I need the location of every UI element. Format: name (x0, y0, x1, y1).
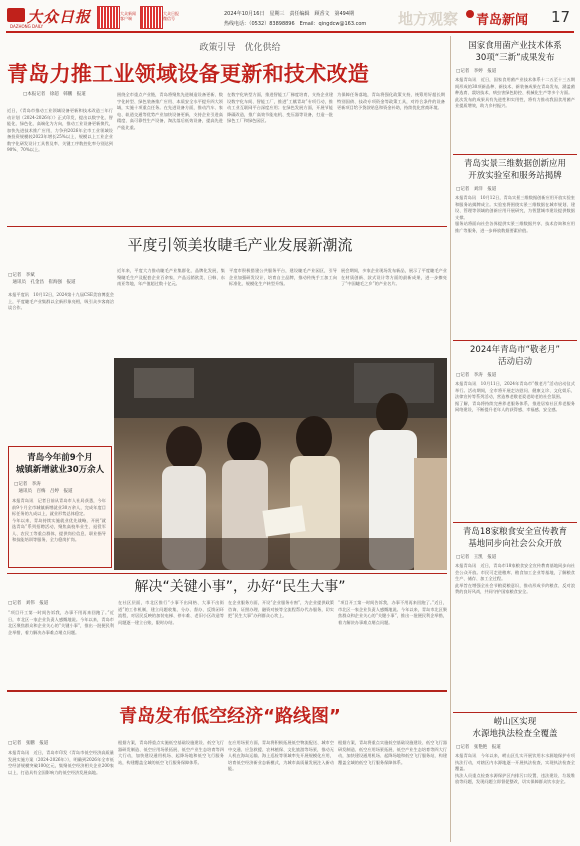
paragraph: 在应用场景方面，青岛将积极拓展低空物流配送、城市空中交通、应急救援、农林植保、文化旅游等场景，推动无人机在海岛运输、海上巡检等领域率先开展规模化应用，培育低空经济新业态新模式，为城市高质量发展注入新动能。 (228, 740, 334, 771)
article5-body (338, 740, 447, 842)
article5-byline: □记者 张鹏 报道 (8, 741, 49, 746)
paragraph: 根据方案，青岛将重点实施低空基础设施建设、低空飞行器研发制造、低空应用场景拓展、低空产业生态培育等四大行动，加快建设通用机场、起降场地和低空飞行服务站，构建覆盖全域的低空飞行服务保障体系。 (338, 740, 447, 765)
right4-headline: 青岛18家粮食安全宣传教育 基地同步向社会公众开放 (462, 527, 568, 549)
paragraph: 服务站将面向社会各界提供实景三维数据共享、技术咨询和应用推广等服务，进一步释放数据要素价值。 (455, 221, 575, 233)
masthead-rule (6, 31, 574, 33)
right3-byline: □记者 李涛 报道 (456, 373, 497, 378)
article4-body (228, 600, 334, 680)
qr-code-icon (140, 6, 163, 29)
article3-body (12, 498, 106, 562)
article5-body (8, 750, 114, 842)
right5-body (455, 753, 575, 842)
news-photo (114, 358, 447, 570)
paragraph: 在企业服务方面，开设“企业服务专窗”，为企业提供政策咨询、证照办理、融资对接等全流程帮办代办服务，切实把“民生大事”办到群众心坎上。 (228, 600, 334, 618)
divider (7, 226, 447, 227)
logo-icon (7, 8, 25, 22)
paragraph: 为保障任务落地，青岛将强化政策支持，统筹用好超长期特别国债、技改专项资金等政策工具，对符合条件的设备更新项目给予贷款贴息和资金补助，持续优化营商环境。 (337, 92, 445, 110)
paragraph: “项目开工第一时间告诉我，办事不用再来回跑了。”近日，市北区一家企业负责人感慨地说。今年以来，青岛市北区聚焦群众和企业关心的“关键小事”，推出一批便民利企举措，着力解决办事难点堵点问题。 (8, 610, 114, 635)
article4-headline: 解决“关键小事”，办好“民生大事” (134, 579, 346, 595)
article1-byline: □本报记者 徐超 韩鹏 报道 (23, 92, 86, 97)
article1-headline: 青岛力推工业领域设备更新和技术改造 (7, 62, 370, 86)
paragraph: 近日，《青岛市推动工业领域设备更新和技术改造三年行动计划（2024-2026年）》正式印发，提出以数字化、智能化、绿色化、高端化为方向，推动工业设备更新换代，加快先进技术推广应用，力争到2026年全市工业领域设备投资规模较2023年增长25%以上，规模以上工业企业数字化研发设计工具普及率、关键工序数控化率分别达到90%、70%以上。 (7, 108, 113, 152)
paragraph: 围绕全市重点产业链，青岛将聚焦先进制造设备更新、数字化转型、绿色装备推广应用、本质安全水平提升四大领域，实施十项重点任务。在先进设备方面，推动汽车、家电、轨道交通等优势产业加快设备更新，支持企业引进高精度、高可靠性生产设备，淘汰落后低效设备，提高先进产能比重。 (117, 92, 223, 130)
right1-byline: □记者 李婷 报道 (456, 69, 497, 74)
article5-body (228, 740, 334, 842)
paragraph: 此举旨在增强全社会节粮爱粮意识，推动形成节约粮食、反对浪费的良好风尚，共同守护国家粮食安全。 (455, 582, 575, 594)
paragraph: 近年来，平度大力推动睫毛产业集群化、品牌化发展，集聚睫毛生产及配套企业百余家，产品远销欧美、日韩、东南亚等地，年产值超过数十亿元。 (117, 268, 225, 286)
date-line: 2024年10月16日 星期三 责任编辑 顾香文 第494期 (224, 11, 354, 17)
paragraph: 今年以来，青岛持续实施就业优先战略，开展“就选青岛”系列招聘活动，聚焦高校毕业生、退役军人、农民工等重点群体，提供岗位信息、职业指导和技能培训等服务，全力稳岗扩岗。 (12, 517, 106, 542)
divider (7, 573, 447, 574)
right2-byline: □记者 刘洋 报道 (456, 187, 497, 192)
article3-headline: 青岛今年前9个月 城镇新增就业30万余人 (15, 453, 105, 475)
divider (453, 712, 577, 713)
article2-body (341, 268, 447, 358)
right2-headline: 青岛实景三维数据创新应用 开放实验室和服务站揭牌 (463, 159, 566, 181)
paragraph: 本报青岛讯 记者日前从青岛市人社局获悉，今年前9个月全市城镇新增就业30万余人，完成年度目标任务的九成以上，就业形势总体稳定。 (12, 498, 106, 516)
right5-byline: □记者 张艳艳 报道 (456, 745, 501, 750)
article1-body (7, 108, 113, 248)
right2-body (455, 195, 575, 335)
article1-kicker: 政策引导 优化供给 (199, 43, 281, 53)
article2-headline: 平度引领美妆睫毛产业发展新潮流 (127, 236, 353, 254)
right3-body (455, 381, 575, 521)
section-icon (466, 10, 474, 18)
paragraph: 本报青岛讯 10月11日，2024年青岛市“敬老月”活动启动仪式举行。活动期间，全市将开展走访慰问、健康义诊、文化娱乐、法律宣传等系列活动，营造尊老敬老爱老助老的社会氛围。 (455, 381, 575, 399)
paragraph: 展会期间，多家企业现场发布新品，展示了平度睫毛产业在材质创新、款式设计等方面的最新成果，进一步擦亮了“中国睫毛之乡”的产业名片。 (341, 268, 447, 286)
paragraph: 在数字化转型方面，推进智能工厂梯度培育，支持企业建设数字化车间、智能工厂，推进“工赋青岛”专项行动，推动工业互联网平台深度应用；在绿色发展方面，开展节能降碳改造，推广高效节能电机、变压器等设备，打造一批绿色工厂和绿色园区。 (227, 92, 333, 123)
qr-code-icon (97, 6, 120, 29)
qr1-label: 大众新闻客户端 (120, 11, 136, 21)
paragraph: 据了解，青岛将持续完善养老服务体系，推进居家社区养老服务网络建设，不断提升老年人的获得感、幸福感、安全感。 (455, 400, 575, 412)
column-divider (450, 36, 451, 842)
article2-body (229, 268, 337, 358)
newspaper-logo-sub: DAZHONG DAILY (10, 24, 44, 29)
contact-line: 热线电话：（0532）83898896 Email：qingdcw@163.com (224, 21, 367, 27)
article3-byline: □记者 李涛 通讯员 百梅 吕婷 报道 (14, 482, 73, 494)
article4-body (338, 600, 447, 680)
masthead (0, 0, 580, 34)
section-title: 青岛新闻 (476, 13, 529, 28)
paragraph: 本报平度讯 10月12日，2024第十九届CSE美容博览会上，平度睫毛产业集群以全新形象亮相，吸引众多客商洽谈合作。 (8, 292, 114, 310)
paragraph: 平度市积极搭建公共服务平台，建设睫毛产业园区，引导企业加强研发设计，培育自主品牌，推动传统手工加工向标准化、规模化生产转型升级。 (229, 268, 337, 286)
qr2-label: 大众日报微信号 (163, 11, 179, 21)
divider (453, 340, 577, 341)
article2-body (8, 292, 114, 357)
page-number: 17 (551, 8, 571, 26)
right4-body (455, 563, 575, 703)
divider (453, 522, 577, 523)
divider (7, 690, 447, 692)
article5-body (118, 740, 224, 842)
paragraph: 本报青岛讯 近日，国家食用菌产业技术体系十二五至十三五期间形成的30项新品种、新技术、新装备成果在青岛发布，涵盖菌种选育、栽培技术、病虫害绿色防控、机械化生产等多个方面。 (455, 77, 575, 95)
right3-headline: 2024年青岛市“敬老月” 活动启动 (470, 345, 560, 367)
right1-body (455, 77, 575, 153)
article4-body (118, 600, 224, 680)
paragraph: 在社区层面，市北区推行“小事不出网格、大事不出街道”的工作机制，建立问题收集、分办、督办、反馈闭环流程，对居民反映的加装电梯、停车难、老旧小区改造等问题逐一建立台账，限时办结。 (118, 600, 224, 625)
paragraph: 本报青岛讯 近日，青岛市印发《青岛市低空经济高质量发展实施方案（2024-2026年）》，明确到2026年全市低空经济规模突破100亿元，集聚低空经济相关企业200家以上，打造具有全国影响力的低空经济发展高地。 (8, 750, 114, 775)
right5-headline: 崂山区实现 水源地执法检查全覆盖 (472, 717, 558, 739)
right1-headline: 国家食用菌产业技术体系 30项“三新”成果发布 (468, 41, 562, 63)
article4-body (8, 610, 114, 680)
photo-illustration (114, 358, 447, 570)
article1-body (337, 92, 445, 217)
paragraph: 根据方案，青岛将重点实施低空基础设施建设、低空飞行器研发制造、低空应用场景拓展、低空产业生态培育等四大行动，加快建设通用机场、起降场地和低空飞行服务站，构建覆盖全域的低空飞行服务保障体系。 (118, 740, 224, 765)
article2-byline: □记者 李斌 通讯员 孔金昌 崔海强 报道 (8, 273, 76, 285)
section-ghost: 地方观察 (398, 10, 459, 28)
right4-byline: □记者 王凯 报道 (456, 555, 497, 560)
article1-body (117, 92, 223, 217)
paragraph: 此次发布的成果具有先进性和实用性，将有力推动我国食用菌产业提质增效，助力乡村振兴。 (455, 96, 575, 108)
paragraph: 本报青岛讯 10月12日，青岛实景三维数据创新应用开放实验室和服务站揭牌成立。实验室将围绕实景三维数据在城市规划、建设、管理等领域的创新应用开展研究，为智慧城市建设提供数据支撑。 (455, 195, 575, 220)
newspaper-logo: 大众日报 (27, 8, 92, 26)
paragraph: “项目开工第一时间告诉我，办事不用再来回跑了。”近日，市北区一家企业负责人感慨地说。今年以来，青岛市北区聚焦群众和企业关心的“关键小事”，推出一批便民利企举措，着力解决办事难点堵点问题。 (338, 600, 447, 625)
article5-headline: 青岛发布低空经济“路线图” (119, 706, 341, 727)
article2-body (117, 268, 225, 358)
paragraph: 本报青岛讯 近日，青岛市18家粮食安全宣传教育基地同步向社会公众开放。市民可走进粮库、粮食加工企业等基地，了解粮食生产、储存、加工全过程。 (455, 563, 575, 581)
article4-byline: □记者 刘伟 报道 (8, 601, 49, 606)
divider (453, 154, 577, 155)
paragraph: 本报青岛讯 今年以来，崂山区扎实开展饮用水水源地保护专项执法行动，对辖区内水源地逐一开展执法检查，实现执法检查全覆盖。 (455, 753, 575, 771)
paragraph: 执法人员重点检查水源保护区内排污口设置、违法建设、垃圾堆放等问题，发现问题立即督促整改，切实保障群众饮水安全。 (455, 772, 575, 784)
article1-body (227, 92, 333, 217)
